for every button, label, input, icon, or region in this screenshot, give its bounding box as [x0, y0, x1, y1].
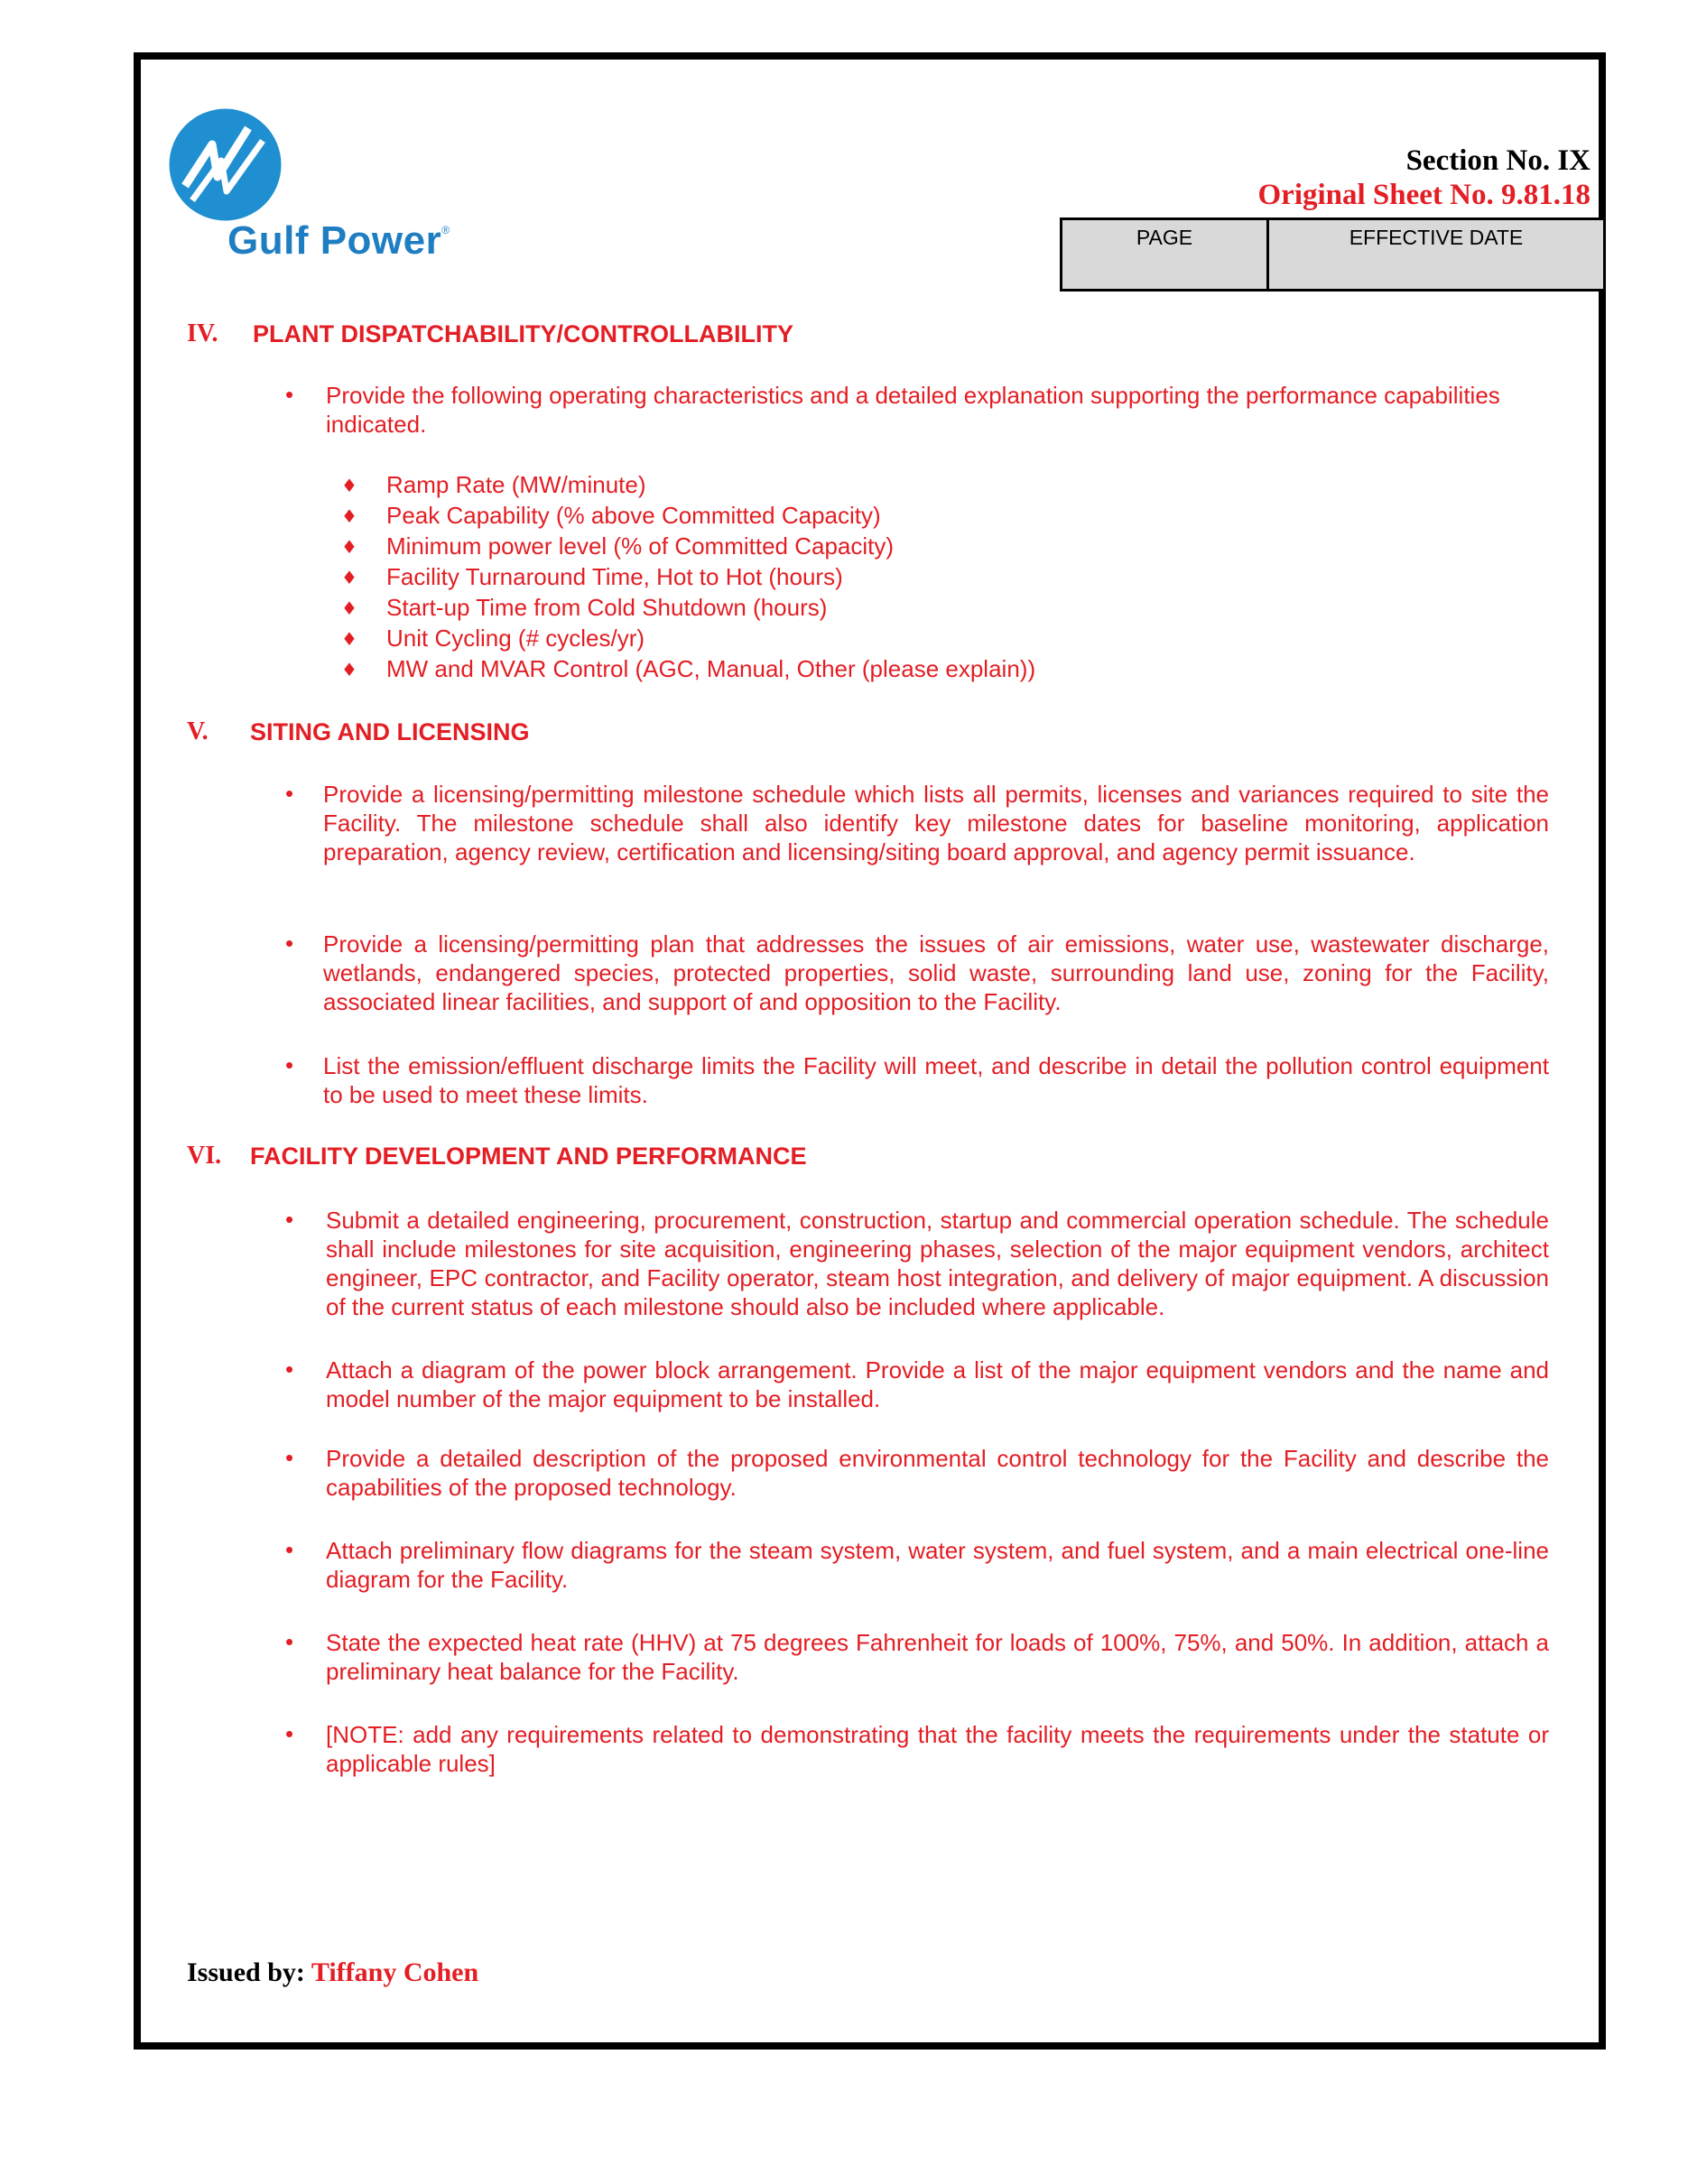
bullet-icon: • [285, 1536, 294, 1563]
diamond-bullet-icon: ♦ [341, 536, 357, 558]
issued-by-name: Tiffany Cohen [311, 1957, 479, 1987]
header-table [1060, 217, 1606, 292]
logo-wordmark-text: Gulf Power [227, 218, 442, 263]
section-numeral: V. [187, 717, 209, 745]
bullet-text: Provide the following operating characteristics and a detailed explanation supporting the performance capabilities indicated. [326, 382, 1500, 438]
bullet-icon: • [285, 930, 294, 957]
section-heading: FACILITY DEVELOPMENT AND PERFORMANCE [250, 1143, 807, 1170]
issued-by-label: Issued by: [187, 1957, 305, 1987]
bullet-icon: • [285, 1720, 294, 1747]
section-heading: SITING AND LICENSING [250, 718, 530, 745]
bullet-icon: • [285, 1356, 294, 1383]
list-item: MW and MVAR Control (AGC, Manual, Other (please explain)) [386, 655, 1036, 682]
bullet-text: Submit a detailed engineering, procurement, construction, startup and commercial operation schedule. The schedule shall include milestones for site acquisition, engineering phases, selection of the major equipment vendors, architect engineer, EPC contractor, and Facility operator, steam host integration, and delivery of major equipment. A discussion of the current status of each milestone should also be included where applicable. [326, 1207, 1549, 1320]
bullet-icon: • [285, 780, 294, 807]
bullet-icon: • [285, 381, 294, 408]
bullet-icon: • [285, 1444, 294, 1471]
bullet-icon: • [285, 1206, 294, 1233]
bullet-icon: • [285, 1628, 294, 1655]
list-item: Unit Cycling (# cycles/yr) [386, 625, 645, 652]
bullet-text: Provide a detailed description of the proposed environmental control technology for the Facility and describe the capabilities of the proposed technology. [326, 1445, 1549, 1501]
diamond-bullet-icon: ♦ [341, 659, 357, 680]
bullet-text: Provide a licensing/permitting plan that addresses the issues of air emissions, water use, wastewater discharge, wetlands, endangered species, protected properties, solid waste, surrounding land use, zoning for the Facility, associated linear facilities, and support of and opposition to the Facility. [323, 930, 1549, 1015]
diamond-bullet-icon: ♦ [341, 567, 357, 588]
diamond-bullet-icon: ♦ [341, 597, 357, 619]
registered-mark: ® [441, 224, 450, 236]
bullet-icon: • [285, 1051, 294, 1078]
list-item: Start-up Time from Cold Shutdown (hours) [386, 594, 828, 621]
effective-date-column-header: EFFECTIVE DATE [1269, 217, 1606, 292]
bullet-text: List the emission/effluent discharge limits the Facility will meet, and describe in detail the pollution control equipment to be used to meet these limits. [323, 1052, 1549, 1108]
gulf-power-logo-mark-icon [169, 108, 282, 221]
bullet-text: State the expected heat rate (HHV) at 75 degrees Fahrenheit for loads of 100%, 75%, and 50%. In addition, attach a preliminary heat balance for the Facility. [326, 1629, 1549, 1685]
diamond-bullet-icon: ♦ [341, 475, 357, 496]
page-column-header: PAGE [1060, 217, 1269, 292]
sheet-number: Original Sheet No. 9.81.18 [1257, 179, 1591, 211]
bullet-text: Provide a licensing/permitting milestone schedule which lists all permits, licenses and variances required to site the Facility. The milestone schedule shall also identify key milestone dates for baseline monitoring, application preparation, agency review, certification and licensing/siting board approval, and agency permit issuance. [323, 781, 1549, 865]
logo-wordmark [227, 218, 450, 264]
diamond-bullet-icon: ♦ [341, 628, 357, 650]
issued-by [187, 1957, 478, 1988]
section-heading: PLANT DISPATCHABILITY/CONTROLLABILITY [253, 320, 793, 347]
bullet-text: Attach a diagram of the power block arrangement. Provide a list of the major equipment vendors and the name and model number of the major equipment to be installed. [326, 1356, 1549, 1412]
list-item: Ramp Rate (MW/minute) [386, 471, 646, 498]
section-number: Section No. IX [1405, 144, 1591, 177]
list-item: Peak Capability (% above Committed Capacity) [386, 502, 881, 529]
section-numeral: VI. [187, 1142, 222, 1170]
bullet-text: Attach preliminary flow diagrams for the steam system, water system, and fuel system, and a main electrical one-line diagram for the Facility. [326, 1537, 1549, 1593]
gulf-power-logo [169, 108, 548, 280]
bullet-text: [NOTE: add any requirements related to demonstrating that the facility meets the requirements under the statute or applicable rules] [326, 1721, 1549, 1777]
list-item: Minimum power level (% of Committed Capacity) [386, 532, 895, 560]
list-item: Facility Turnaround Time, Hot to Hot (hours) [386, 563, 843, 590]
diamond-bullet-icon: ♦ [341, 505, 357, 527]
section-numeral: IV. [187, 319, 218, 347]
